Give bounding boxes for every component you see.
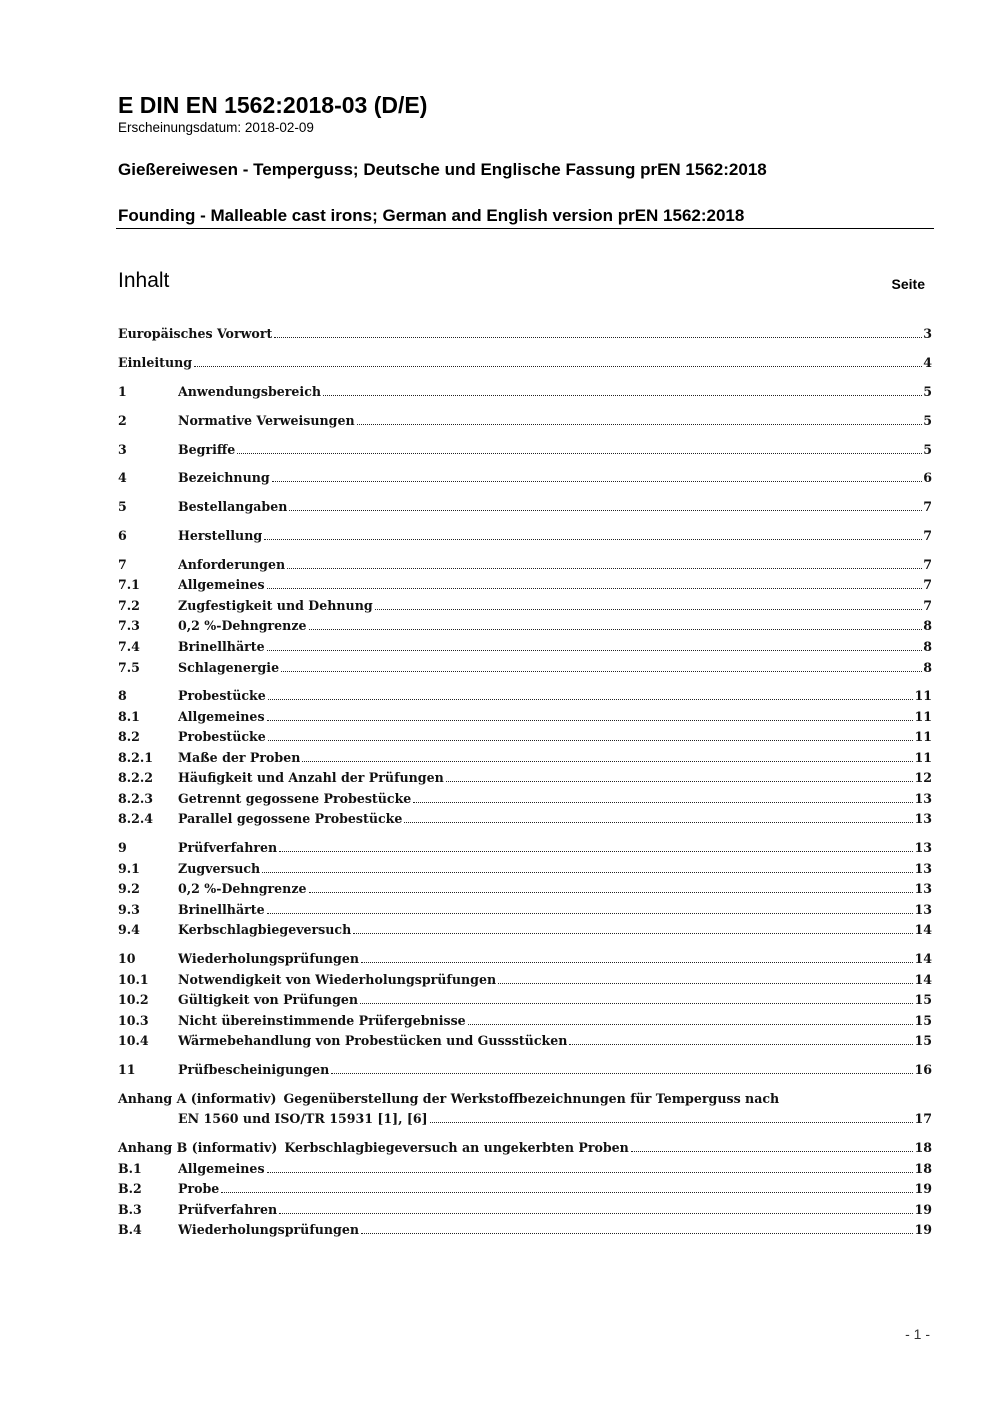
toc-dot-leader xyxy=(267,1172,914,1173)
toc-entry-page: 16 xyxy=(914,1062,932,1077)
toc-entry-number: 1 xyxy=(118,384,127,399)
toc-entry[interactable] xyxy=(118,950,932,968)
toc-dot-leader xyxy=(268,699,914,700)
toc-entry-label: Kerbschlagbiegeversuch an ungekerbten Proben xyxy=(284,1140,629,1155)
toc-entry-number: 7.2 xyxy=(118,598,140,613)
toc-entry[interactable] xyxy=(118,790,932,808)
toc-entry-label: EN 1560 und ISO/TR 15931 [1], [6] xyxy=(178,1111,428,1126)
toc-entry-number: 8.2 xyxy=(118,729,140,744)
toc-entry-page: 7 xyxy=(923,577,932,592)
toc-entry[interactable] xyxy=(118,412,932,430)
toc-entry-label: Brinellhärte xyxy=(178,639,265,654)
toc-entry-label: Zugfestigkeit und Dehnung xyxy=(178,598,373,613)
toc-entry-number: 10.3 xyxy=(118,1013,149,1028)
toc-entry-page: 3 xyxy=(923,326,932,341)
toc-entry-label: Europäisches Vorwort xyxy=(118,326,273,341)
toc-entry-label: Gültigkeit von Prüfungen xyxy=(178,992,359,1007)
toc-dot-leader xyxy=(267,588,923,589)
toc-entry-number: 7 xyxy=(118,557,127,572)
toc-entry-page: 7 xyxy=(923,528,932,543)
toc-entry[interactable] xyxy=(118,708,932,726)
toc-entry-number: 10 xyxy=(118,951,136,966)
toc-entry-label: Normative Verweisungen xyxy=(178,413,355,428)
toc-entry-label: 0,2 %-Dehngrenze xyxy=(178,618,307,633)
toc-dot-leader xyxy=(279,851,913,852)
toc-dot-leader xyxy=(287,568,922,569)
toc-entry[interactable] xyxy=(118,1012,932,1030)
toc-entry-label: Getrennt gegossene Probestücke xyxy=(178,791,412,806)
toc-entry[interactable] xyxy=(118,991,932,1009)
toc-entry-number: 5 xyxy=(118,499,127,514)
toc-entry-label: Begriffe xyxy=(178,442,236,457)
toc-entry-label: Einleitung xyxy=(118,355,193,370)
toc-entry-label: Prüfverfahren xyxy=(178,840,278,855)
page-column-label: Seite xyxy=(891,276,925,292)
toc-entry-page: 8 xyxy=(923,660,932,675)
toc-entry-label: Wiederholungsprüfungen xyxy=(178,1222,360,1237)
toc-entry-label: Schlagenergie xyxy=(178,660,280,675)
toc-dot-leader xyxy=(194,366,922,367)
toc-entry[interactable] xyxy=(118,638,932,656)
toc-dot-leader xyxy=(267,650,923,651)
toc-entry-label: Bestellangaben xyxy=(178,499,288,514)
toc-entry-number: 7.4 xyxy=(118,639,140,654)
title-english: Founding - Malleable cast irons; German and English version prEN 1562:2018 xyxy=(118,206,745,225)
toc-dot-leader xyxy=(413,802,913,803)
toc-entry-label: Prüfverfahren xyxy=(178,1202,278,1217)
toc-entry-page: 13 xyxy=(914,811,932,826)
toc-entry-number: 8.1 xyxy=(118,709,140,724)
toc-entry-page: 7 xyxy=(923,499,932,514)
toc-entry-page: 4 xyxy=(923,355,932,370)
toc-entry-number: 8.2.4 xyxy=(118,811,154,826)
toc-dot-leader xyxy=(361,1233,913,1234)
toc-entry-page: 11 xyxy=(914,709,932,724)
toc-entry[interactable] xyxy=(118,971,932,989)
toc-entry[interactable] xyxy=(118,1201,932,1219)
toc-entry[interactable] xyxy=(118,1160,932,1178)
toc-entry[interactable] xyxy=(118,659,932,677)
toc-dot-leader xyxy=(237,453,922,454)
toc-entry-number: 7.5 xyxy=(118,660,140,675)
toc-dot-leader xyxy=(272,481,923,482)
toc-entry-number: 7.1 xyxy=(118,577,140,592)
toc-entry-number: 9.3 xyxy=(118,902,140,917)
toc-entry-label: Herstellung xyxy=(178,528,263,543)
document-id: E DIN EN 1562:2018-03 (D/E) xyxy=(118,92,428,118)
toc-entry-page: 11 xyxy=(914,750,932,765)
toc-entry-label: Zugversuch xyxy=(178,861,261,876)
toc-entry-label: 0,2 %-Dehngrenze xyxy=(178,881,307,896)
toc-entry-number: 8 xyxy=(118,688,127,703)
toc-dot-leader xyxy=(281,671,922,672)
toc-entry[interactable] xyxy=(118,556,932,574)
toc-entry-page: 5 xyxy=(923,384,932,399)
footer-page-number: - 1 - xyxy=(905,1326,930,1342)
toc-entry[interactable] xyxy=(118,325,932,343)
toc-entry[interactable] xyxy=(118,687,932,705)
toc-entry-label: Probestücke xyxy=(178,688,266,703)
toc-entry-number: 10.1 xyxy=(118,972,149,987)
toc-entry-page: 19 xyxy=(914,1222,932,1237)
toc-dot-leader xyxy=(268,740,914,741)
toc-entry-label: Maße der Proben xyxy=(178,750,301,765)
toc-entry-page: 5 xyxy=(923,442,932,457)
toc-entry-number: 8.2.3 xyxy=(118,791,154,806)
toc-entry[interactable] xyxy=(118,1032,932,1050)
toc-entry[interactable] xyxy=(118,810,932,828)
toc-entry-number: 10.4 xyxy=(118,1033,149,1048)
toc-dot-leader xyxy=(264,539,922,540)
toc-entry[interactable] xyxy=(118,921,932,939)
toc-entry[interactable] xyxy=(118,1090,932,1108)
toc-entry[interactable] xyxy=(118,383,932,401)
toc-entry-label: Brinellhärte xyxy=(178,902,265,917)
toc-dot-leader xyxy=(353,933,913,934)
toc-entry-label: Prüfbescheinigungen xyxy=(178,1062,330,1077)
publication-date: Erscheinungsdatum: 2018-02-09 xyxy=(118,120,314,135)
toc-entry[interactable] xyxy=(118,839,932,857)
toc-dot-leader xyxy=(331,1073,913,1074)
toc-entry[interactable] xyxy=(118,597,932,615)
toc-entry-page: 15 xyxy=(914,992,932,1007)
toc-entry-page: 7 xyxy=(923,598,932,613)
toc-entry-page: 8 xyxy=(923,618,932,633)
toc-entry-number: 9.4 xyxy=(118,922,140,937)
toc-entry[interactable] xyxy=(118,1061,932,1079)
toc-entry-number: 9.2 xyxy=(118,881,140,896)
toc-dot-leader xyxy=(498,983,913,984)
toc-entry-number: B.1 xyxy=(118,1161,142,1176)
toc-entry-label: Anforderungen xyxy=(178,557,286,572)
toc-entry[interactable] xyxy=(118,1180,932,1198)
toc-entry-label: Wiederholungsprüfungen xyxy=(178,951,360,966)
toc-dot-leader xyxy=(360,1003,913,1004)
toc-entry-page: 18 xyxy=(914,1140,932,1155)
toc-entry-number: Anhang A (informativ) xyxy=(118,1091,277,1106)
toc-dot-leader xyxy=(262,872,913,873)
toc-entry-label: Probestücke xyxy=(178,729,266,744)
toc-entry-page: 15 xyxy=(914,1013,932,1028)
toc-entry[interactable] xyxy=(118,860,932,878)
toc-entry-page: 11 xyxy=(914,729,932,744)
toc-dot-leader xyxy=(323,395,922,396)
toc-entry[interactable] xyxy=(118,769,932,787)
toc-dot-leader xyxy=(468,1024,914,1025)
toc-entry[interactable] xyxy=(118,901,932,919)
toc-entry-label: Nicht übereinstimmende Prüfergebnisse xyxy=(178,1013,466,1028)
toc-entry-number: 4 xyxy=(118,470,127,485)
toc-entry-label: Allgemeines xyxy=(178,577,265,592)
header-divider xyxy=(116,228,934,229)
toc-dot-leader xyxy=(309,629,923,630)
toc-entry[interactable] xyxy=(118,1110,932,1128)
toc-entry-number: B.2 xyxy=(118,1181,142,1196)
toc-entry[interactable] xyxy=(118,576,932,594)
toc-entry-page: 7 xyxy=(923,557,932,572)
toc-dot-leader xyxy=(267,720,914,721)
toc-heading: Inhalt xyxy=(118,269,170,292)
toc-entry-number: Anhang B (informativ) xyxy=(118,1140,278,1155)
toc-entry-number: B.4 xyxy=(118,1222,142,1237)
toc-entry-label: Allgemeines xyxy=(178,709,265,724)
toc-entry-page: 19 xyxy=(914,1202,932,1217)
toc-entry[interactable] xyxy=(118,880,932,898)
toc-entry[interactable] xyxy=(118,469,932,487)
toc-entry-label: Gegenüberstellung der Werkstoffbezeichnungen für Temperguss nach xyxy=(283,1091,780,1106)
toc-entry-number: 2 xyxy=(118,413,127,428)
toc-entry[interactable] xyxy=(118,749,932,767)
toc-entry-page: 13 xyxy=(914,791,932,806)
toc-dot-leader xyxy=(289,510,922,511)
toc-dot-leader xyxy=(274,337,922,338)
toc-entry-number: 3 xyxy=(118,442,127,457)
toc-entry-label: Kerbschlagbiegeversuch xyxy=(178,922,352,937)
toc-entry[interactable] xyxy=(118,441,932,459)
toc-dot-leader xyxy=(404,822,913,823)
toc-dot-leader xyxy=(375,609,923,610)
toc-entry-page: 14 xyxy=(914,922,932,937)
toc-entry-label: Notwendigkeit von Wiederholungsprüfungen xyxy=(178,972,497,987)
toc-entry-label: Allgemeines xyxy=(178,1161,265,1176)
toc-dot-leader xyxy=(279,1213,913,1214)
document-header xyxy=(118,90,934,227)
toc-dot-leader xyxy=(361,962,913,963)
toc-entry-page: 14 xyxy=(914,972,932,987)
toc-entry-page: 15 xyxy=(914,1033,932,1048)
toc-entry-page: 13 xyxy=(914,861,932,876)
toc-entry-page: 14 xyxy=(914,951,932,966)
toc-entry-page: 13 xyxy=(914,840,932,855)
toc-entry-label: Parallel gegossene Probestücke xyxy=(178,811,403,826)
toc-entry-page: 12 xyxy=(914,770,932,785)
toc-dot-leader xyxy=(569,1044,913,1045)
toc-dot-leader xyxy=(430,1122,914,1123)
toc-entry[interactable] xyxy=(118,527,932,545)
toc-entry-label: Bezeichnung xyxy=(178,470,270,485)
toc-entry-number: 9.1 xyxy=(118,861,140,876)
toc-entry[interactable] xyxy=(118,728,932,746)
toc-entry-number: 11 xyxy=(118,1062,136,1077)
toc-entry-page: 11 xyxy=(914,688,932,703)
toc-entry-page: 8 xyxy=(923,639,932,654)
toc-entry-number: 8.2.2 xyxy=(118,770,154,785)
toc-entry[interactable] xyxy=(118,1221,932,1239)
toc-entry-number: 9 xyxy=(118,840,127,855)
toc-dot-leader xyxy=(631,1151,914,1152)
toc-entry-label: Häufigkeit und Anzahl der Prüfungen xyxy=(178,770,444,785)
toc-entry[interactable] xyxy=(118,498,932,516)
toc-dot-leader xyxy=(357,424,923,425)
toc-dot-leader xyxy=(309,892,914,893)
toc-entry-number: 7.3 xyxy=(118,618,140,633)
toc-entry-page: 18 xyxy=(914,1161,932,1176)
toc-dot-leader xyxy=(267,913,914,914)
toc-entry-page: 19 xyxy=(914,1181,932,1196)
toc-dot-leader xyxy=(446,781,914,782)
toc-entry-number: 10.2 xyxy=(118,992,149,1007)
toc-entry-page: 13 xyxy=(914,881,932,896)
toc-entry-label: Wärmebehandlung von Probestücken und Gussstücken xyxy=(178,1033,568,1048)
toc-entry-number: B.3 xyxy=(118,1202,142,1217)
toc-entry[interactable] xyxy=(118,1139,932,1157)
toc-entry-label: Anwendungsbereich xyxy=(178,384,322,399)
toc-entry-label: Probe xyxy=(178,1181,220,1196)
toc-dot-leader xyxy=(302,761,913,762)
toc-entry-page: 17 xyxy=(914,1111,932,1126)
toc-entry-page: 6 xyxy=(923,470,932,485)
toc-entry[interactable] xyxy=(118,617,932,635)
toc-entry-number: 6 xyxy=(118,528,127,543)
toc-entry-page: 13 xyxy=(914,902,932,917)
title-german: Gießereiwesen - Temperguss; Deutsche und Englische Fassung prEN 1562:2018 xyxy=(118,160,767,179)
toc-dot-leader xyxy=(221,1192,913,1193)
toc-entry-number: 8.2.1 xyxy=(118,750,154,765)
toc-entry[interactable] xyxy=(118,354,932,372)
toc-entry-page: 5 xyxy=(923,413,932,428)
